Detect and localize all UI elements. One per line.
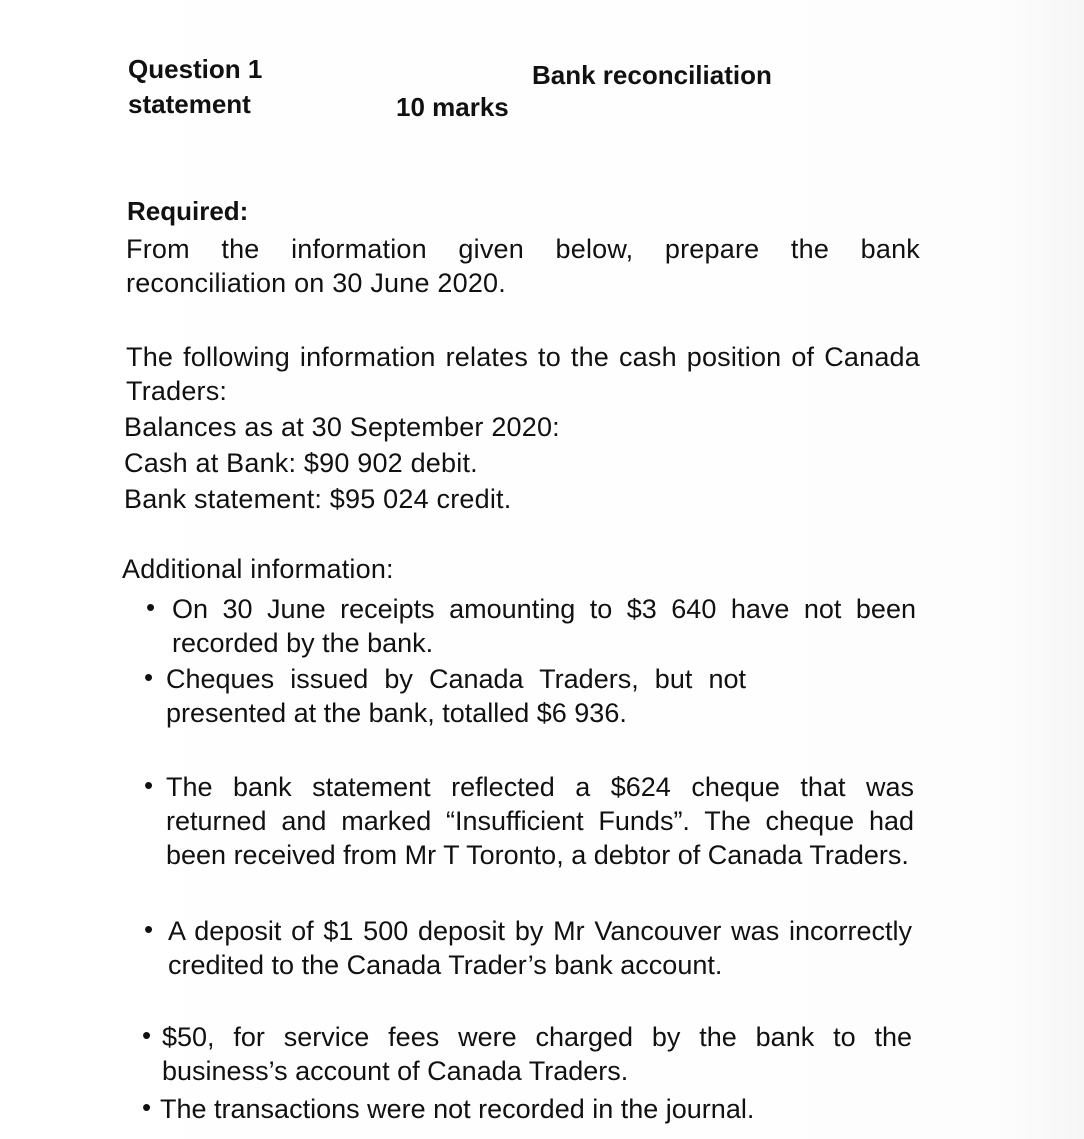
list-item-text: $50, for service fees were charged by the bank to the business’s account of Canada Traders. — [162, 1022, 912, 1086]
list-item-text: On 30 June receipts amounting to $3 640 have not been recorded by the bank. — [172, 594, 916, 658]
list-item-text: The bank statement reflected a $624 cheque that was returned and marked “Insufficient Funds”. The cheque had been received from Mr T Toronto, a debtor of Canada Traders. — [166, 772, 914, 870]
statement-label: statement — [128, 89, 251, 119]
required-heading: Required: — [127, 196, 249, 226]
info-intro: The following information relates to the cash position of Canada Traders: — [126, 342, 920, 406]
page-title: Bank reconciliation — [532, 60, 772, 90]
bullet-icon: • — [142, 1092, 152, 1122]
bank-statement-balance: Bank statement: $95 024 credit. — [124, 484, 512, 514]
list-item-text: A deposit of $1 500 deposit by Mr Vancouver was incorrectly credited to the Canada Trader’s bank account. — [168, 916, 912, 980]
list-item — [166, 662, 746, 730]
question-label: Question 1 — [128, 54, 263, 84]
balances-heading: Balances as at 30 September 2020: — [124, 412, 560, 442]
list-item — [166, 770, 914, 872]
additional-heading: Additional information: — [122, 554, 394, 584]
marks-label: 10 marks — [396, 92, 509, 122]
bullet-icon: • — [144, 662, 154, 692]
bullet-icon: • — [144, 770, 154, 800]
list-item-text: The transactions were not recorded in the journal. — [160, 1094, 755, 1124]
list-item — [162, 1020, 912, 1088]
bullet-icon: • — [142, 1020, 152, 1050]
list-item — [160, 1092, 920, 1126]
list-item — [172, 592, 916, 660]
bullet-icon: • — [146, 592, 156, 622]
list-item — [168, 914, 912, 982]
list-item-text: Cheques issued by Canada Traders, but not presented at the bank, totalled $6 936. — [166, 664, 746, 728]
required-text: From the information given below, prepare the bank reconciliation on 30 June 2020. — [126, 234, 920, 298]
cash-at-bank: Cash at Bank: $90 902 debit. — [124, 448, 478, 478]
bullet-icon: • — [144, 914, 154, 944]
